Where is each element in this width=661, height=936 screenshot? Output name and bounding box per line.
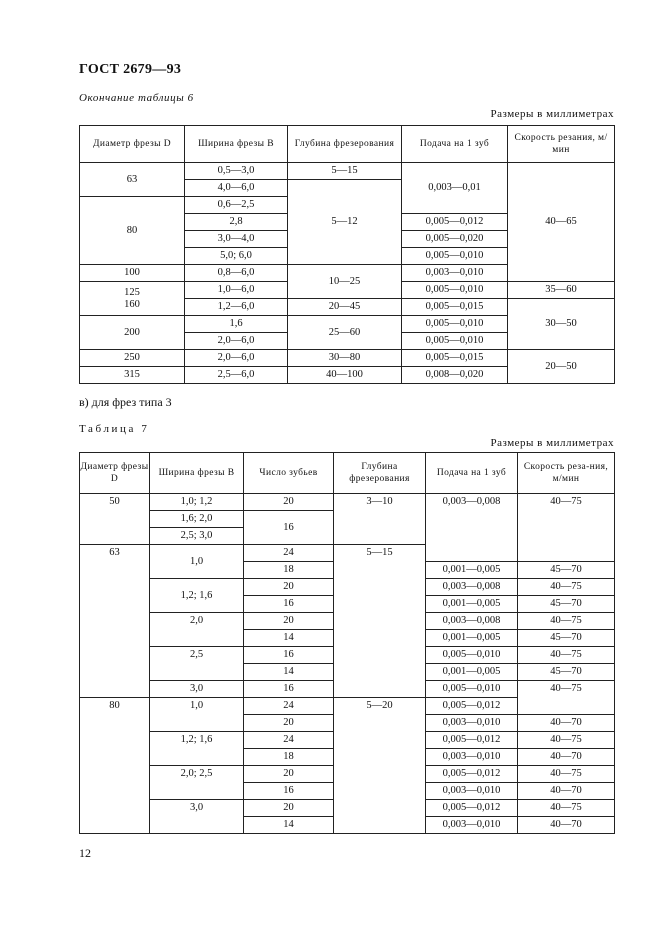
table-cell: 40—75 [518,800,615,817]
table-cell: 0,005—0,010 [402,248,508,265]
table-cell: 0,005—0,012 [402,214,508,231]
column-header: Подача на 1 зуб [402,126,508,163]
column-header: Диаметр фрезы D [80,453,150,494]
standard-title: ГОСТ 2679—93 [79,62,182,77]
table-cell: 40—75 [518,647,615,664]
table-cell: 0,008—0,020 [402,367,508,384]
table-cell: 0,8—6,0 [185,265,288,282]
table-cell: 0,001—0,005 [426,596,518,613]
table-cell: 20 [244,613,334,630]
table-cell: 40—70 [518,749,615,766]
table-6 [79,125,615,384]
table-cell: 16 [244,783,334,800]
table-cell: 1,2; 1,6 [150,732,244,766]
column-header: Скорость резания, м/мин [508,126,615,163]
table-cell: 5,0; 6,0 [185,248,288,265]
table-cell: 100 [80,265,185,282]
table-cell: 10—25 [288,265,402,299]
table-cell: 0,005—0,010 [402,282,508,299]
table-cell: 125 160 [80,282,185,316]
table-cell: 30—80 [288,350,402,367]
table-row [80,163,615,180]
table-cell: 14 [244,817,334,834]
table-cell: 0,001—0,005 [426,664,518,681]
table-cell: 16 [244,511,334,545]
table-header-row [80,453,615,494]
column-header: Ширина фрезы B [185,126,288,163]
column-header: Скорость реза-ния, м/мин [518,453,615,494]
table-cell: 14 [244,630,334,647]
table-cell: 1,0—6,0 [185,282,288,299]
table-cell: 50 [80,494,150,545]
table-cell: 0,005—0,015 [402,350,508,367]
column-header: Подача на 1 зуб [426,453,518,494]
table-cell: 250 [80,350,185,367]
table-cell: 0,005—0,010 [426,681,518,698]
table-cell: 2,5 [150,647,244,681]
table-cell: 0,003—0,008 [426,613,518,630]
table-cell: 0,005—0,015 [402,299,508,316]
table-cell: 16 [244,596,334,613]
table-cell: 2,0—6,0 [185,333,288,350]
table-cell: 1,0; 1,2 [150,494,244,511]
table-cell: 2,0—6,0 [185,350,288,367]
table-cell: 40—70 [518,715,615,732]
table-cell: 2,0; 2,5 [150,766,244,800]
table-cell: 45—70 [518,596,615,613]
column-header: Число зубьев [244,453,334,494]
table-cell: 0,003—0,010 [426,749,518,766]
page-number: 12 [79,846,91,860]
table-cell: 24 [244,698,334,715]
table-cell: 0,003—0,008 [426,494,518,562]
table-cell: 0,005—0,012 [426,698,518,715]
table-cell: 40—70 [518,783,615,800]
table-cell: 3,0 [150,800,244,834]
table-cell: 20 [244,715,334,732]
table-cell: 1,0 [150,698,244,732]
table-cell: 30—50 [508,299,615,350]
table-cell: 80 [80,698,150,834]
table-cell: 0,003—0,010 [426,715,518,732]
table-cell: 20 [244,800,334,817]
table-cell: 2,5—6,0 [185,367,288,384]
table-7 [79,452,615,834]
table-cell: 0,003—0,010 [426,783,518,800]
table-cell: 20 [244,494,334,511]
table-row [80,350,615,367]
table-cell: 16 [244,681,334,698]
table-cell: 0,005—0,020 [402,231,508,248]
table-cell: 63 [80,163,185,197]
table-cell: 40—75 [518,766,615,783]
table-cell: 40—75 [518,681,615,715]
table-cell: 18 [244,562,334,579]
table-cell: 20 [244,766,334,783]
table-cell: 0,003—0,010 [426,817,518,834]
table-cell: 2,0 [150,613,244,647]
table6-continuation-caption: Окончание таблицы 6 [79,92,194,104]
table-cell: 2,8 [185,214,288,231]
table-cell: 0,005—0,012 [426,732,518,749]
table7-units-note: Размеры в миллиметрах [490,437,614,449]
table-cell: 0,5—3,0 [185,163,288,180]
table-cell: 1,6; 2,0 [150,511,244,528]
table-cell: 80 [80,197,185,265]
table-cell: 40—75 [518,613,615,630]
table-cell: 24 [244,732,334,749]
table-cell: 5—12 [288,180,402,265]
table-cell: 14 [244,664,334,681]
table-cell: 20—45 [288,299,402,316]
table-cell: 0,005—0,010 [402,316,508,333]
table-cell: 20—50 [508,350,615,384]
table-cell: 0,005—0,012 [426,766,518,783]
table-cell: 3,0—4,0 [185,231,288,248]
table-cell: 5—15 [334,545,426,698]
table-cell: 20 [244,579,334,596]
table-cell: 200 [80,316,185,350]
table-cell: 3—10 [334,494,426,545]
table-cell: 40—65 [508,163,615,282]
table-cell: 35—60 [508,282,615,299]
table-cell: 0,005—0,012 [426,800,518,817]
table-cell: 40—75 [518,579,615,596]
table-cell: 0,6—2,5 [185,197,288,214]
table-header-row [80,126,615,163]
table-cell: 4,0—6,0 [185,180,288,197]
table-cell: 1,0 [150,545,244,579]
table-cell: 315 [80,367,185,384]
table7-caption: Таблица 7 [79,423,150,435]
table-cell: 1,2; 1,6 [150,579,244,613]
table-cell: 40—75 [518,732,615,749]
column-header: Глубина фрезерования [334,453,426,494]
table-row [80,494,615,511]
column-header: Ширина фрезы B [150,453,244,494]
column-header: Глубина фрезерования [288,126,402,163]
table-cell: 0,001—0,005 [426,630,518,647]
section-label: в) для фрез типа 3 [79,395,172,409]
table-cell: 0,003—0,01 [402,163,508,214]
table-cell: 40—100 [288,367,402,384]
table-cell: 3,0 [150,681,244,698]
table-cell: 40—75 [518,494,615,562]
table-cell: 5—15 [288,163,402,180]
table-cell: 1,2—6,0 [185,299,288,316]
table6-units-note: Размеры в миллиметрах [490,108,614,120]
table-cell: 45—70 [518,664,615,681]
table-cell: 16 [244,647,334,664]
table-cell: 0,001—0,005 [426,562,518,579]
table-cell: 0,003—0,010 [402,265,508,282]
table-cell: 40—70 [518,817,615,834]
table-cell: 0,005—0,010 [402,333,508,350]
table-cell: 1,6 [185,316,288,333]
table-cell: 5—20 [334,698,426,834]
table-cell: 45—70 [518,630,615,647]
table-cell: 18 [244,749,334,766]
column-header: Диаметр фрезы D [80,126,185,163]
table-cell: 0,005—0,010 [426,647,518,664]
table-cell: 25—60 [288,316,402,350]
table-cell: 0,003—0,008 [426,579,518,596]
table-cell: 63 [80,545,150,698]
table-cell: 24 [244,545,334,562]
table-cell: 2,5; 3,0 [150,528,244,545]
table-cell: 45—70 [518,562,615,579]
